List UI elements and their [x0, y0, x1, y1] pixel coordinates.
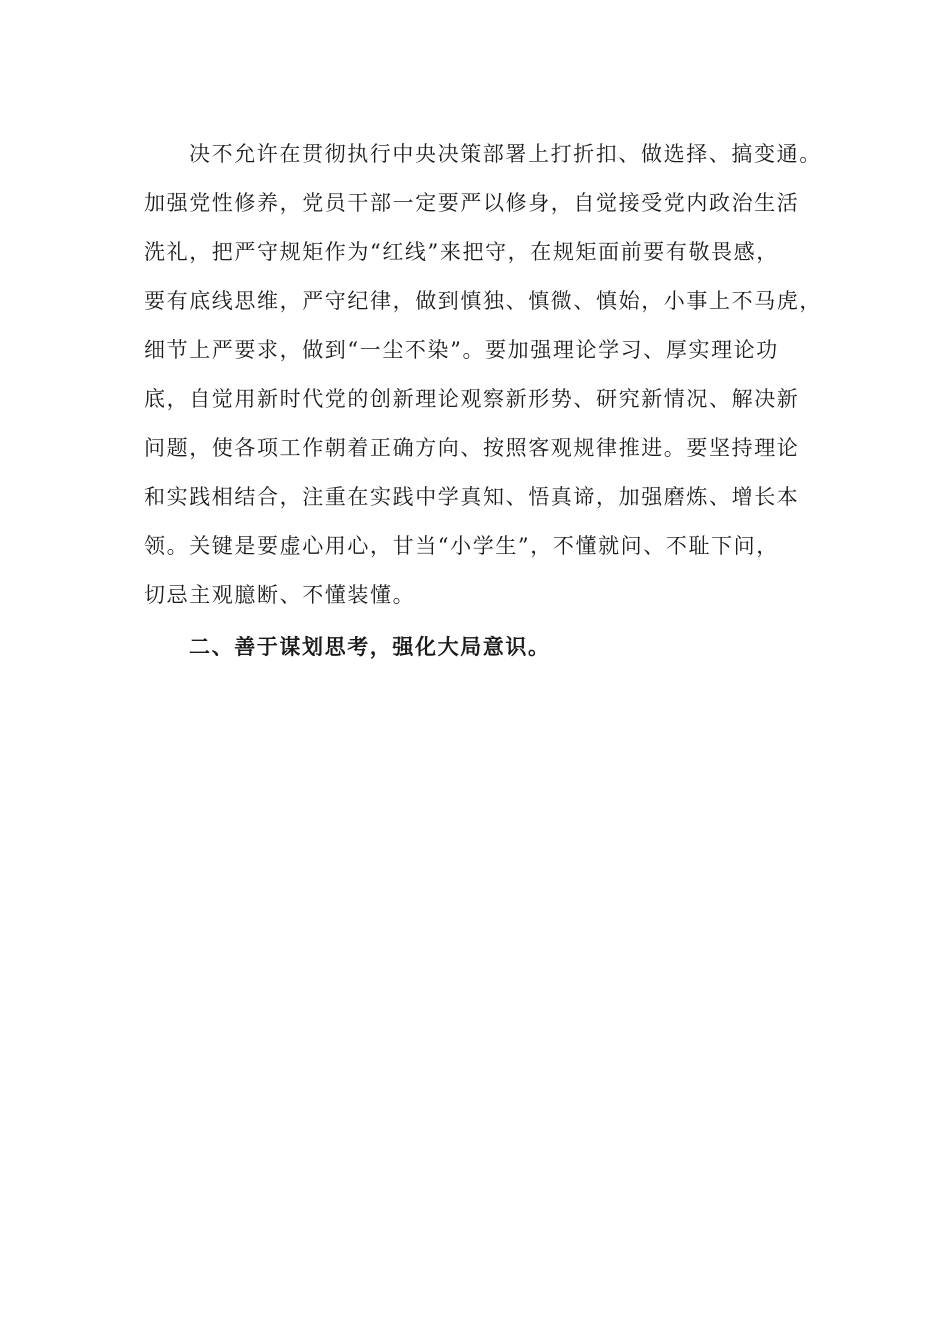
paragraph-line: 切忌主观臆断、不懂装懂。 [144, 583, 416, 607]
paragraph-line: 要有底线思维，严守纪律，做到慎独、慎微、慎始，小事上不马虎， [144, 289, 822, 313]
paragraph-line: 加强党性修养，党员干部一定要严以修身，自觉接受党内政治生活 [144, 191, 800, 215]
paragraph-line: 洗礼，把严守规矩作为“红线”来把守，在规矩面前要有敬畏感， [144, 240, 779, 264]
paragraph-line: 和实践相结合，注重在实践中学真知、悟真谛，加强磨炼、增长本 [144, 485, 800, 509]
paragraph-line: 底，自觉用新时代党的创新理论观察新形势、研究新情况、解决新 [144, 387, 800, 411]
body-paragraph [144, 130, 844, 620]
paragraph-line: 决不允许在贯彻执行中央决策部署上打折扣、做选择、搞变通。 [189, 142, 822, 166]
paragraph-line: 细节上严要求，做到“一尘不染”。要加强理论学习、厚实理论功 [144, 338, 779, 362]
section-heading: 二、善于谋划思考，强化大局意识。 [189, 634, 551, 659]
paragraph-line: 领。关键是要虚心用心，甘当“小学生”，不懂就问、不耻下问， [144, 534, 779, 558]
paragraph-line: 问题，使各项工作朝着正确方向、按照客观规律推进。要坚持理论 [144, 436, 800, 460]
